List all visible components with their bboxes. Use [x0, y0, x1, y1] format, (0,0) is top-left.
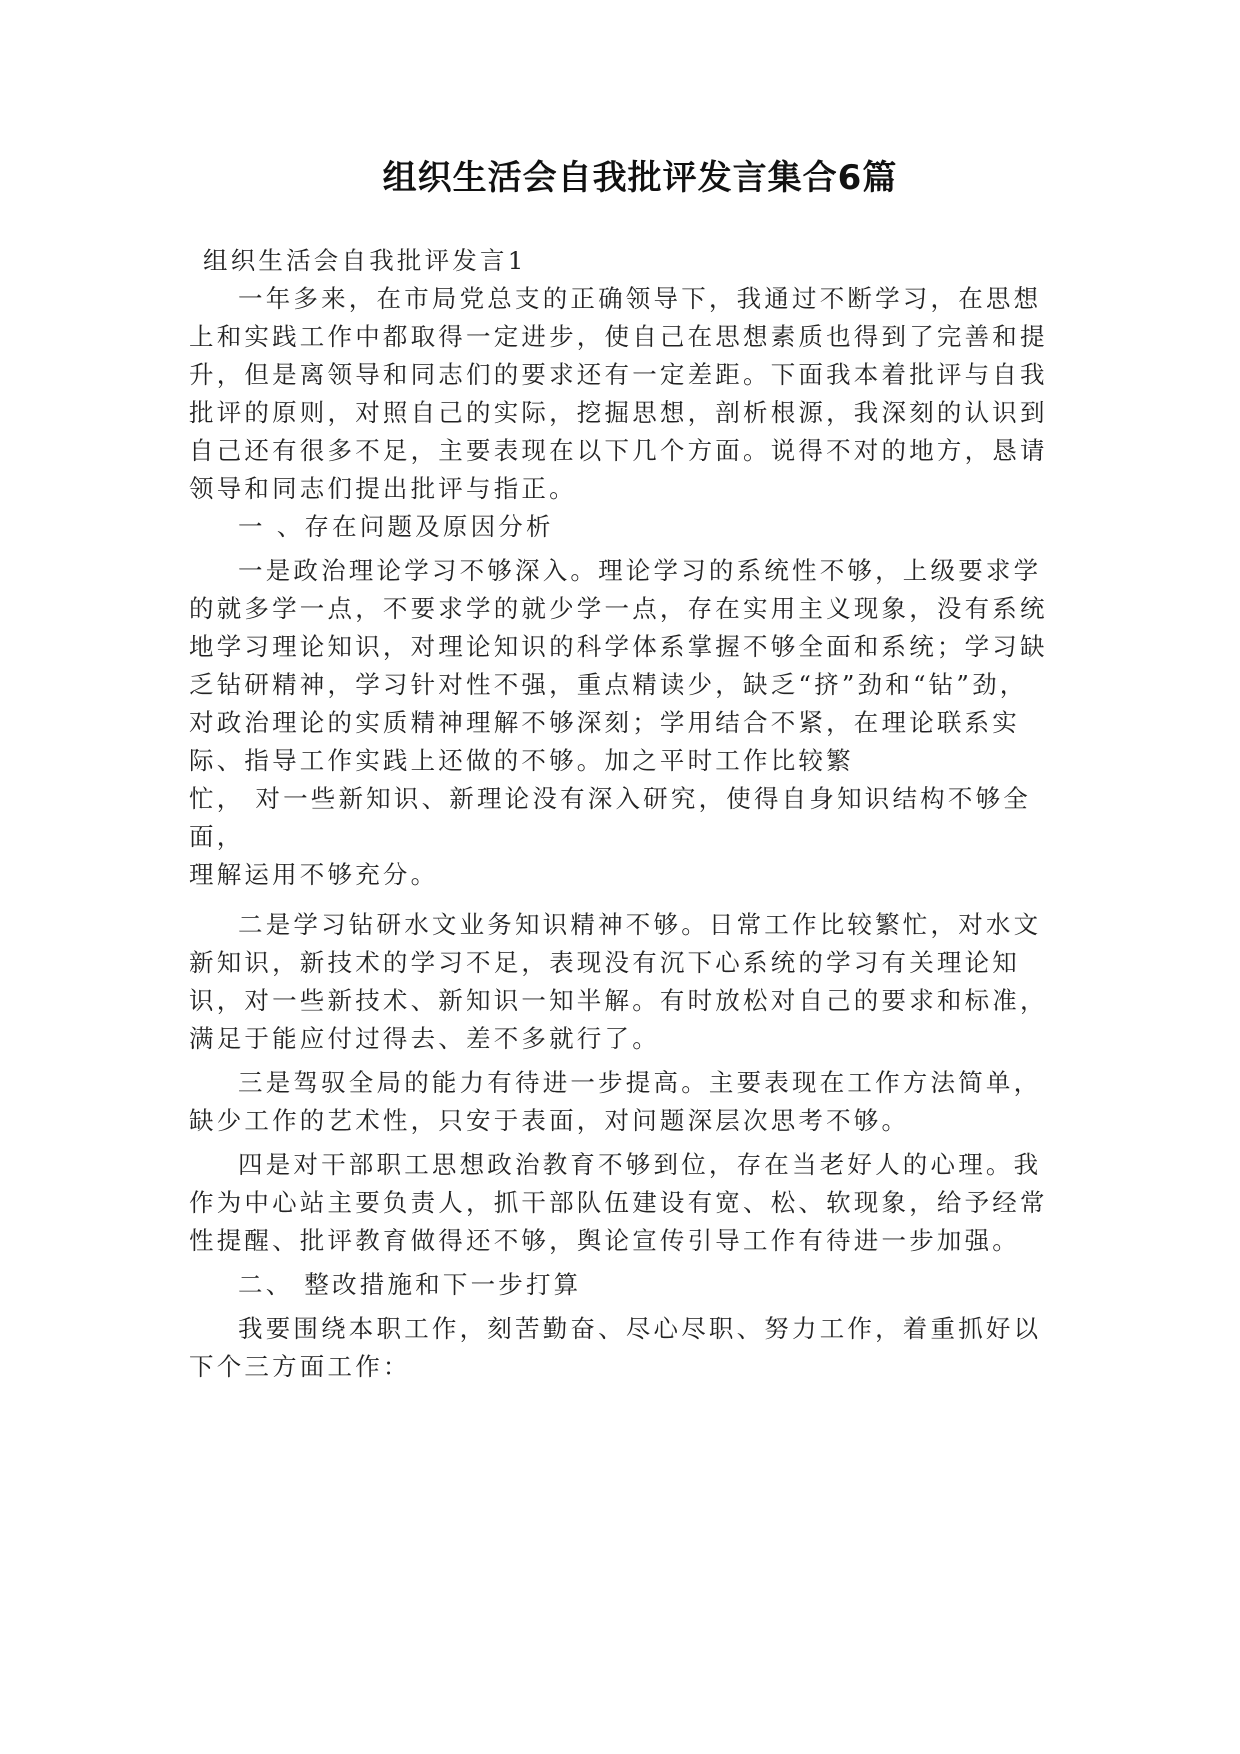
problem-point-1-continued: 忙， 对一些新知识、新理论没有深入研究，使得自身知识结构不够全面， [189, 784, 1031, 851]
document-body [189, 242, 1051, 1386]
intro-paragraph: 一年多来，在市局党总支的正确领导下，我通过不断学习，在思想上和实践工作中都取得一定进步，使自己在思想素质也得到了完善和提升，但是离领导和同志们的要求还有一定差距。下面我本着批评与自我批评的原则，对照自己的实际，挖掘思想，剖析根源，我深刻的认识到自己还有很多不足，主要表现在以下几个方面。说得不对的地方，恳请领导和同志们提出批评与指正。 [189, 284, 1048, 503]
problem-point-1-end: 理解运用不够充分。 [189, 860, 439, 889]
section-subtitle: 组织生活会自我批评发言1 [203, 246, 527, 275]
closing-paragraph: 我要围绕本职工作，刻苦勤奋、尽心尽职、努力工作，着重抓好以下个三方面工作： [189, 1314, 1042, 1381]
problem-point-1: 一是政治理论学习不够深入。理论学习的系统性不够，上级要求学的就多学一点，不要求学的就少学一点，存在实用主义现象，没有系统地学习理论知识，对理论知识的科学体系掌握不够全面和系统；学习缺乏钻研精神，学习针对性不强，重点精读少，缺乏“挤”劲和“钻”劲，对政治理论的实质精神理解不够深刻；学用结合不紧，在理论联系实际、指导工作实践上还做的不够。加之平时工作比较繁 [189, 556, 1048, 775]
problem-point-2: 二是学习钻研水文业务知识精神不够。日常工作比较繁忙，对水文新知识，新技术的学习不足，表现没有沉下心系统的学习有关理论知识，对一些新技术、新知识一知半解。有时放松对自己的要求和标准，满足于能应付过得去、差不多就行了。 [189, 910, 1048, 1053]
section-heading-measures: 二、 整改措施和下一步打算 [238, 1270, 582, 1299]
document-title: 组织生活会自我批评发言集合6篇 [382, 158, 898, 198]
problem-point-3: 三是驾驭全局的能力有待进一步提高。主要表现在工作方法简单，缺少工作的艺术性，只安于表面，对问题深层次思考不够。 [189, 1068, 1042, 1135]
problem-point-4: 四是对干部职工思想政治教育不够到位，存在当老好人的心理。我作为中心站主要负责人，抓干部队伍建设有宽、松、软现象，给予经常性提醒、批评教育做得还不够，舆论宣传引导工作有待进一步加强。 [189, 1150, 1048, 1255]
section-heading-problems: 一 、存在问题及原因分析 [238, 512, 554, 541]
